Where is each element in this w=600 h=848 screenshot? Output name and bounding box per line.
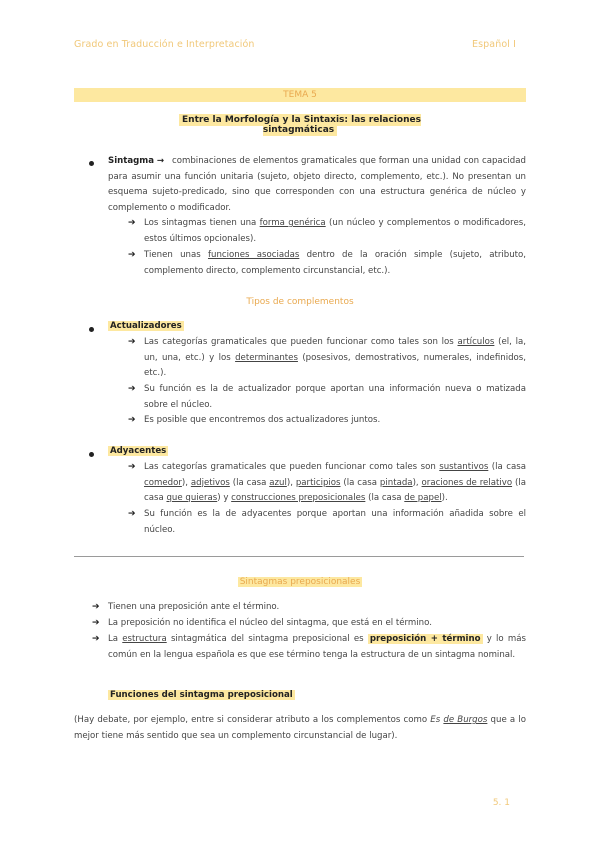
actualizadores-sub-1: Las categorías gramaticales que pueden funcionar como tales son los artículos (el, la, un, una, etc.) y los determinantes (posesivos, demostrativos, numerales, indefinidos, etc.). [144, 337, 527, 378]
page-number: 5. 1 [492, 798, 510, 808]
divider [74, 556, 524, 557]
arrow-icon: → [156, 156, 165, 166]
bullet-dot [89, 452, 94, 457]
arrow-icon: ➔ [128, 218, 136, 228]
arrow-icon: ➔ [128, 462, 136, 472]
section-title-prep: Sintagmas preposicionales [239, 577, 361, 587]
adyacentes-term: Adyacentes [110, 446, 167, 456]
prep-line-3: La estructura sintagmática del sintagma preposicional es preposición + término y lo más común en la lengua española es que ese término tenga la estructura de un sintagma nominal. [108, 634, 526, 660]
actualizadores-sub-3: Es posible que encontremos dos actualizadores juntos. [144, 415, 381, 425]
funciones-title: Funciones del sintagma preposicional [110, 690, 293, 700]
arrow-icon: ➔ [92, 602, 100, 612]
arrow-icon: ➔ [128, 415, 136, 425]
sintagma-text: combinaciones de elementos gramaticales que forman una unidad con capacidad para asumir una función unitaria (sujeto, objeto directo, complemento, etc.). No presentan un esquema sujeto-predicado, sino que corresponden con una estructura genérica de núcleo y complemento o modificador. [108, 156, 526, 213]
prep-line-2: La preposición no identifica el núcleo del sintagma, que está en el término. [108, 618, 432, 628]
actualizadores-term: Actualizadores [110, 321, 182, 331]
subtitle [160, 115, 440, 135]
adyacentes-sub-1: Las categorías gramaticales que pueden funcionar como tales son sustantivos (la casa comedor), adjetivos (la casa azul), participios (la casa pintada), oraciones de relativo (la casa que quieras) y construcciones preposicionales (la casa de papel). [144, 462, 526, 503]
actualizadores-sub-2: Su función es la de actualizador porque aportan una información nueva o matizada sobre el núcleo. [144, 384, 526, 410]
sintagma-sub-1: Los sintagmas tienen una forma genérica (un núcleo y complementos o modificadores, estos últimos opcionales). [144, 218, 526, 244]
bullet-dot [89, 327, 94, 332]
tema-banner: TEMA 5 [74, 88, 526, 102]
section-title-tipos: Tipos de complementos [246, 297, 354, 307]
subtitle-text: Entre la Morfología y la Sintaxis: las relaciones sintagmáticas [179, 114, 421, 136]
arrow-icon: ➔ [128, 337, 136, 347]
funciones-note: (Hay debate, por ejemplo, entre si considerar atributo a los complementos como Es de Burgos que a lo mejor tiene más sentido que sea un complemento circunstancial de lugar). [74, 715, 527, 741]
sintagma-term: Sintagma [108, 156, 155, 166]
prep-line-1: Tienen una preposición ante el término. [108, 602, 280, 612]
arrow-icon: ➔ [128, 250, 136, 260]
adyacentes-sub-2: Su función es la de adyacentes porque aportan una información añadida sobre el núcleo. [144, 509, 526, 535]
arrow-icon: ➔ [128, 384, 136, 394]
header-subject: Español I [472, 39, 516, 50]
arrow-icon: ➔ [92, 618, 100, 628]
arrow-icon: ➔ [128, 509, 136, 519]
sintagma-sub-2: Tienen unas funciones asociadas dentro de la oración simple (sujeto, atributo, complemento directo, complemento circunstancial, etc.). [144, 250, 527, 276]
bullet-dot [89, 161, 94, 166]
arrow-icon: ➔ [92, 634, 100, 644]
header-degree: Grado en Traducción e Interpretación [74, 39, 255, 50]
